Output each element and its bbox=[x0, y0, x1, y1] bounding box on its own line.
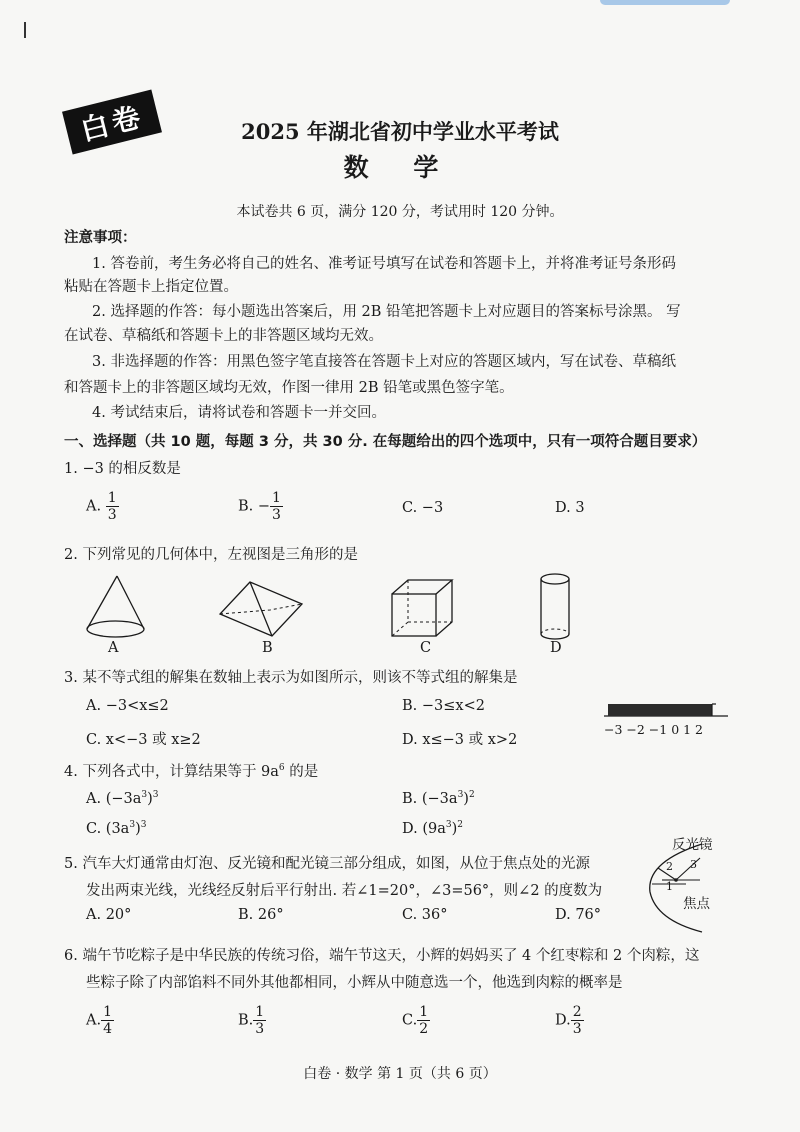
headlight-reflector-figure bbox=[640, 840, 740, 936]
notes-heading: 注意事项： bbox=[64, 229, 137, 246]
q5-option-b: B. 26° bbox=[238, 907, 284, 923]
triangular-prism-figure bbox=[210, 578, 310, 640]
q6-option-a: A. $\frac{1}{4}$ bbox=[86, 1004, 113, 1038]
q3-option-a: A. −3<x≤2 bbox=[86, 698, 169, 714]
note-2-line-1: 2. 选择题的作答：每小题选出答案后，用 2B 铅笔把答题卡上对应题目的答案标号涂黑。 写 bbox=[92, 304, 681, 320]
cube-figure bbox=[388, 578, 458, 640]
q5-line-1: 5. 汽车大灯通常由灯泡、反光镜和配光镜三部分组成，如图，从位于焦点处的光源 bbox=[64, 856, 590, 872]
q1-option-a: A. $\frac{1}{3}$ bbox=[86, 490, 117, 524]
q2-label-a: A bbox=[108, 640, 119, 656]
q1-option-d: D. 3 bbox=[555, 500, 585, 516]
focus-label: 焦点 bbox=[683, 896, 710, 912]
angle-3-label: 3 bbox=[690, 858, 697, 871]
q2-label-d: D bbox=[550, 640, 562, 656]
q2-stem: 2. 下列常见的几何体中，左视图是三角形的是 bbox=[64, 547, 358, 563]
number-line-figure bbox=[604, 700, 730, 720]
note-4: 4. 考试结束后，请将试卷和答题卡一并交回。 bbox=[92, 405, 386, 421]
q5-option-a: A. 20° bbox=[86, 907, 132, 923]
q4-option-a: A. $(-3a^3)^3$ bbox=[86, 790, 159, 807]
q3-option-c: C. x<−3 或 x≥2 bbox=[86, 732, 201, 748]
angle-2-label: 2 bbox=[666, 860, 673, 873]
q6-line-1: 6. 端午节吃粽子是中华民族的传统习俗，端午节这天，小辉的妈妈买了 4 个红枣粽和 2 个肉粽，这 bbox=[64, 948, 700, 964]
paper-stamp-logo: 白卷 bbox=[62, 90, 162, 155]
cylinder-figure bbox=[538, 572, 572, 644]
q4-stem: 4. 下列各式中，计算结果等于 $9a^6$ 的是 bbox=[64, 763, 319, 780]
q6-option-d: D. $\frac{2}{3}$ bbox=[555, 1004, 582, 1038]
q5-option-d: D. 76° bbox=[555, 907, 602, 923]
q3-option-d: D. x≤−3 或 x>2 bbox=[402, 732, 518, 748]
note-3-line-2: 和答题卡上的非答题区域均无效，作图一律用 2B 铅笔或黑色签字笔。 bbox=[64, 380, 514, 396]
q5-option-c: C. 36° bbox=[402, 907, 448, 923]
q5-line-2: 发出两束光线，光线经反射后平行射出. 若∠1=20°，∠3=56°，则∠2 的度数为 bbox=[86, 883, 603, 899]
q3-stem: 3. 某不等式组的解集在数轴上表示为如图所示，则该不等式组的解集是 bbox=[64, 670, 518, 686]
top-edge-strip bbox=[600, 0, 730, 5]
exam-title: 2025 年湖北省初中学业水平考试 bbox=[241, 119, 559, 144]
q1-stem: 1. −3 的相反数是 bbox=[64, 461, 181, 477]
edge-mark bbox=[24, 22, 26, 38]
cone-figure bbox=[82, 574, 152, 644]
note-2-line-2: 在试卷、草稿纸和答题卡上的非答题区域均无效。 bbox=[64, 328, 383, 344]
number-line-ticks: −3 −2 −1 0 1 2 bbox=[604, 722, 704, 737]
note-1-line-1: 1. 答卷前，考生务必将自己的姓名、准考证号填写在试卷和答题卡上，并将准考证号条形码 bbox=[92, 256, 676, 272]
section-1-heading: 一、选择题（共 10 题，每题 3 分，共 30 分. 在每题给出的四个选项中，只有一项符合题目要求） bbox=[64, 434, 707, 450]
q6-option-b: B. $\frac{1}{3}$ bbox=[238, 1004, 265, 1038]
q1-option-c: C. −3 bbox=[402, 500, 444, 516]
page-footer: 白卷 · 数学 第 1 页（共 6 页） bbox=[303, 1066, 497, 1082]
subject-title: 数 学 bbox=[343, 153, 457, 182]
q4-option-b: B. $(-3a^3)^2$ bbox=[402, 790, 475, 807]
exam-info: 本试卷共 6 页，满分 120 分，考试用时 120 分钟。 bbox=[236, 204, 564, 220]
q6-line-2: 些粽子除了内部馅料不同外其他都相同，小辉从中随意选一个，他选到肉粽的概率是 bbox=[86, 975, 623, 991]
note-1-line-2: 粘贴在答题卡上指定位置。 bbox=[64, 279, 238, 295]
q6-option-c: C. $\frac{1}{2}$ bbox=[402, 1004, 429, 1038]
q4-option-d: D. $(9a^3)^2$ bbox=[402, 820, 463, 837]
q2-label-b: B bbox=[262, 640, 273, 656]
q2-label-c: C bbox=[420, 640, 432, 656]
q1-option-b: B. − $\frac{1}{3}$ bbox=[238, 490, 281, 524]
q3-option-b: B. −3≤x<2 bbox=[402, 698, 485, 714]
angle-1-label: 1 bbox=[666, 880, 673, 893]
mirror-label: 反光镜 bbox=[672, 837, 713, 853]
note-3-line-1: 3. 非选择题的作答：用黑色签字笔直接答在答题卡上对应的答题区域内，写在试卷、草稿纸 bbox=[92, 354, 676, 370]
q4-option-c: C. $(3a^3)^3$ bbox=[86, 820, 147, 837]
